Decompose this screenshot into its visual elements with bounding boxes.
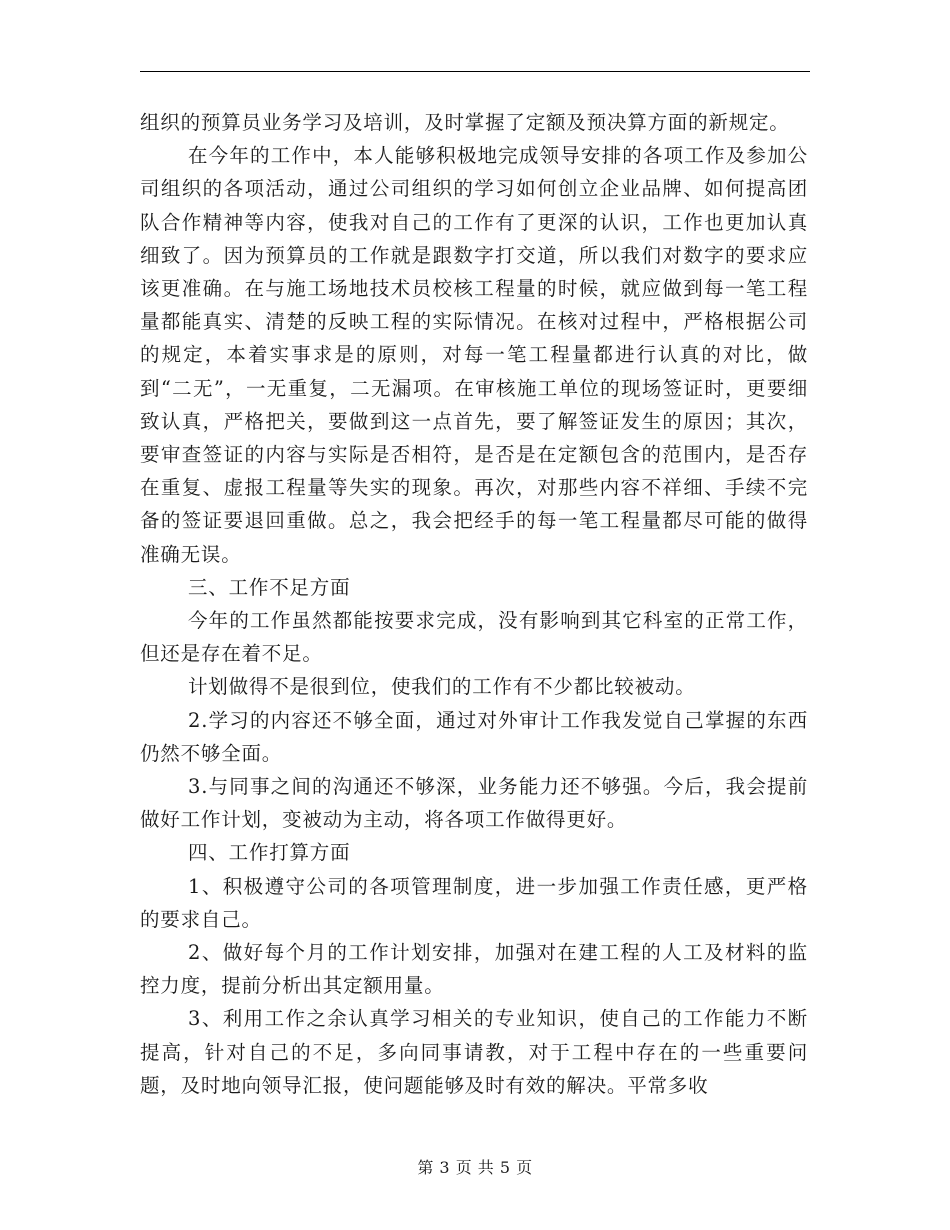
list-item: 3.与同事之间的沟通还不够深，业务能力还不够强。今后，我会提前做好工作计划，变被动为主动，将各项工作做得更好。 — [140, 775, 808, 832]
paragraph: 组织的预算员业务学习及培训，及时掌握了定额及预决算方面的新规定。 — [140, 111, 790, 134]
list-item: 3、利用工作之余认真学习相关的专业知识，使自己的工作能力不断提高，针对自己的不足，多向同事请教，对于工程中存在的一些重要问题，及时地向领导汇报，使问题能够及时有效的解决。平常多收 — [140, 1007, 808, 1097]
list-item: 2、做好每个月的工作计划安排，加强对在建工程的人工及材料的监控力度，提前分析出其定额用量。 — [140, 941, 808, 998]
page-footer — [0, 1155, 950, 1178]
document-body — [140, 106, 808, 1102]
page-number-label: 第 3 页 共 5 页 — [417, 1158, 533, 1177]
header-rule — [140, 71, 810, 72]
paragraph: 在今年的工作中，本人能够积极地完成领导安排的各项工作及参加公司组织的各项活动，通过公司组织的学习如何创立企业品牌、如何提高团队合作精神等内容，使我对自己的工作有了更深的认识，工作也更加认真细致了。因为预算员的工作就是跟数字打交道，所以我们对数字的要求应该更准确。在与施工场地技术员校核工程量的时候，就应做到每一笔工程量都能真实、清楚的反映工程的实际情况。在核对过程中，严格根据公司的规定，本着实事求是的原则，对每一笔工程量都进行认真的对比，做到“二无”，一无重复，二无漏项。在审核施工单位的现场签证时，更要细致认真，严格把关，要做到这一点首先，要了解签证发生的原因；其次，要审查签证的内容与实际是否相符，是否是在定额包含的范围内，是否存在重复、虚报工程量等失实的现象。再次，对那些内容不祥细、手续不完备的签证要退回重做。总之，我会把经手的每一笔工程量都尽可能的做得准确无误。 — [140, 144, 808, 566]
list-item: 1、积极遵守公司的各项管理制度，进一步加强工作责任感，更严格的要求自己。 — [140, 874, 808, 931]
list-item: 2.学习的内容还不够全面，通过对外审计工作我发觉自己掌握的东西仍然不够全面。 — [140, 708, 808, 765]
list-item: 计划做得不是很到位，使我们的工作有不少都比较被动。 — [188, 675, 696, 699]
section-heading: 三、工作不足方面 — [188, 575, 351, 599]
section-heading: 四、工作打算方面 — [188, 841, 351, 865]
paragraph: 今年的工作虽然都能按要求完成，没有影响到其它科室的正常工作，但还是存在着不足。 — [140, 609, 808, 666]
